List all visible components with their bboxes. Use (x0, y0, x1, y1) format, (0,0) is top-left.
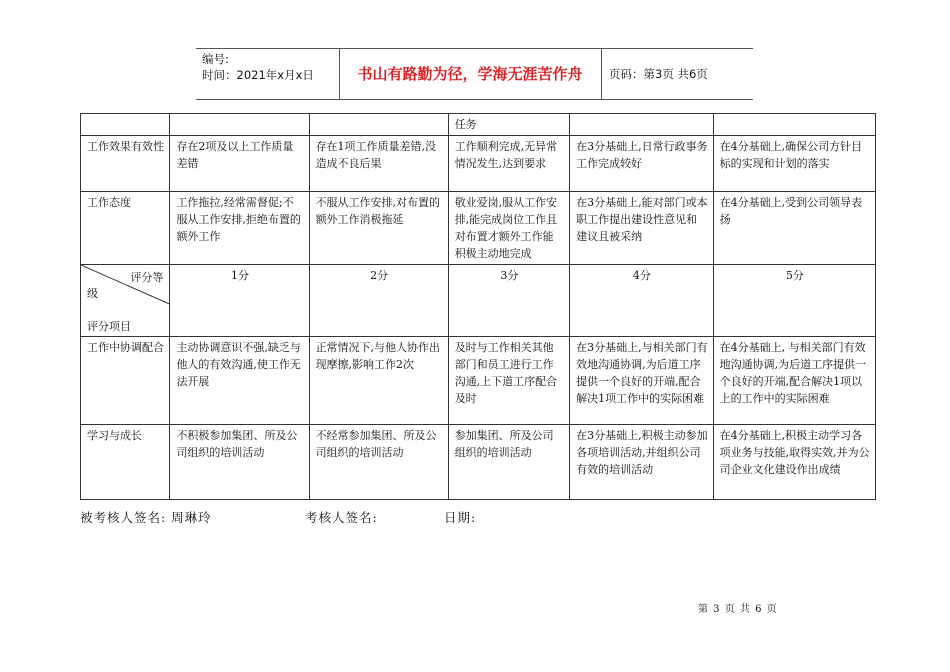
table-cell: 在4分基础上, 与相关部门有效地沟通协调,为后道工序提供一个良好的开端,配合解决1项以上的工作中的实际困难 (713, 337, 875, 425)
score-label: 3分 (448, 265, 569, 337)
table-cell (81, 114, 170, 136)
row-item-label: 学习与成长 (81, 425, 170, 500)
table-cell: 在4分基础上,积极主动学习各项业务与技能,取得实效,并为公司企业文化建设作出成绩 (713, 425, 875, 500)
table-cell: 不经常参加集团、所及公司组织的培训活动 (309, 425, 448, 500)
assessee-signature: 被考核人签名: 周琳玲 (80, 510, 212, 525)
table-cell: 不积极参加集团、所及公司组织的培训活动 (170, 425, 309, 500)
score-label: 5分 (713, 265, 875, 337)
table-row (81, 192, 876, 265)
header-divider (339, 49, 340, 99)
score-header-row (81, 265, 876, 337)
table-cell: 在3分基础上,积极主动参加各项培训活动,并组织公司有效的培训活动 (570, 425, 714, 500)
row-item-label: 工作效果有效性 (81, 136, 170, 192)
table-cell: 存在2项及以上工作质量差错 (170, 136, 309, 192)
header-left (202, 51, 314, 83)
table-cell: 不服从工作安排,对布置的额外工作消极拖延 (309, 192, 448, 265)
diagonal-bottom-label: 评分项目 (87, 320, 131, 333)
header-motto: 书山有路勤为径，学海无涯苦作舟 (357, 65, 583, 83)
score-label: 1分 (170, 265, 309, 337)
serial-label: 编号: (202, 52, 229, 66)
table-cell: 敬业爱岗,服从工作安排,能完成岗位工作且对布置才额外工作能积极主动地完成 (448, 192, 569, 265)
row-item-label: 工作态度 (81, 192, 170, 265)
table-row-top (81, 114, 876, 136)
table-cell: 在4分基础上,受到公司领导表扬 (713, 192, 875, 265)
table-cell (713, 114, 875, 136)
table-row (81, 136, 876, 192)
header-page-number: 页码：第3页 共6页 (609, 67, 708, 81)
assessor-signature: 考核人签名: (305, 510, 378, 525)
table-row (81, 337, 876, 425)
table-row (81, 425, 876, 500)
table-cell (570, 114, 714, 136)
table-cell: 主动协调意识不强,缺乏与他人的有效沟通,使工作无法开展 (170, 337, 309, 425)
diagonal-mid-label: 级 (87, 287, 98, 300)
table-cell: 在3分基础上,能对部门或本职工作提出建设性意见和建议且被采纳 (570, 192, 714, 265)
diagonal-header-cell (81, 265, 170, 337)
table-cell: 在3分基础上,日常行政事务工作完成较好 (570, 136, 714, 192)
table-cell (170, 114, 309, 136)
time-label: 时间：2021年x月x日 (202, 68, 314, 82)
table-cell: 存在1项工作质量差错,没造成不良后果 (309, 136, 448, 192)
row-item-label: 工作中协调配合 (81, 337, 170, 425)
footer-page-number: 第 3 页 共 6 页 (698, 604, 778, 615)
diagonal-top-label: 评分等 (130, 271, 164, 284)
document-header (196, 48, 753, 100)
header-divider (601, 49, 602, 99)
table-cell: 任务 (448, 114, 569, 136)
table-cell: 在3分基础上,与相关部门有效地沟通协调,为后道工序提供一个良好的开端,配合解决1项工作中的实际困难 (570, 337, 714, 425)
table-cell (309, 114, 448, 136)
date-label: 日期: (444, 510, 477, 525)
score-label: 4分 (570, 265, 714, 337)
table-cell: 参加集团、所及公司组织的培训活动 (448, 425, 569, 500)
table-cell: 及时与工作相关其他部门和员工进行工作沟通,上下道工序配合及时 (448, 337, 569, 425)
assessment-table (80, 113, 876, 500)
table-cell: 正常情况下,与他人协作出现摩擦,影响工作2次 (309, 337, 448, 425)
table-cell: 在4分基础上,确保公司方针目标的实现和计划的落实 (713, 136, 875, 192)
score-label: 2分 (309, 265, 448, 337)
table-cell: 工作拖拉,经常需督促;不服从工作安排,拒绝布置的额外工作 (170, 192, 309, 265)
table-cell: 工作顺利完成,无异常情况发生,达到要求 (448, 136, 569, 192)
